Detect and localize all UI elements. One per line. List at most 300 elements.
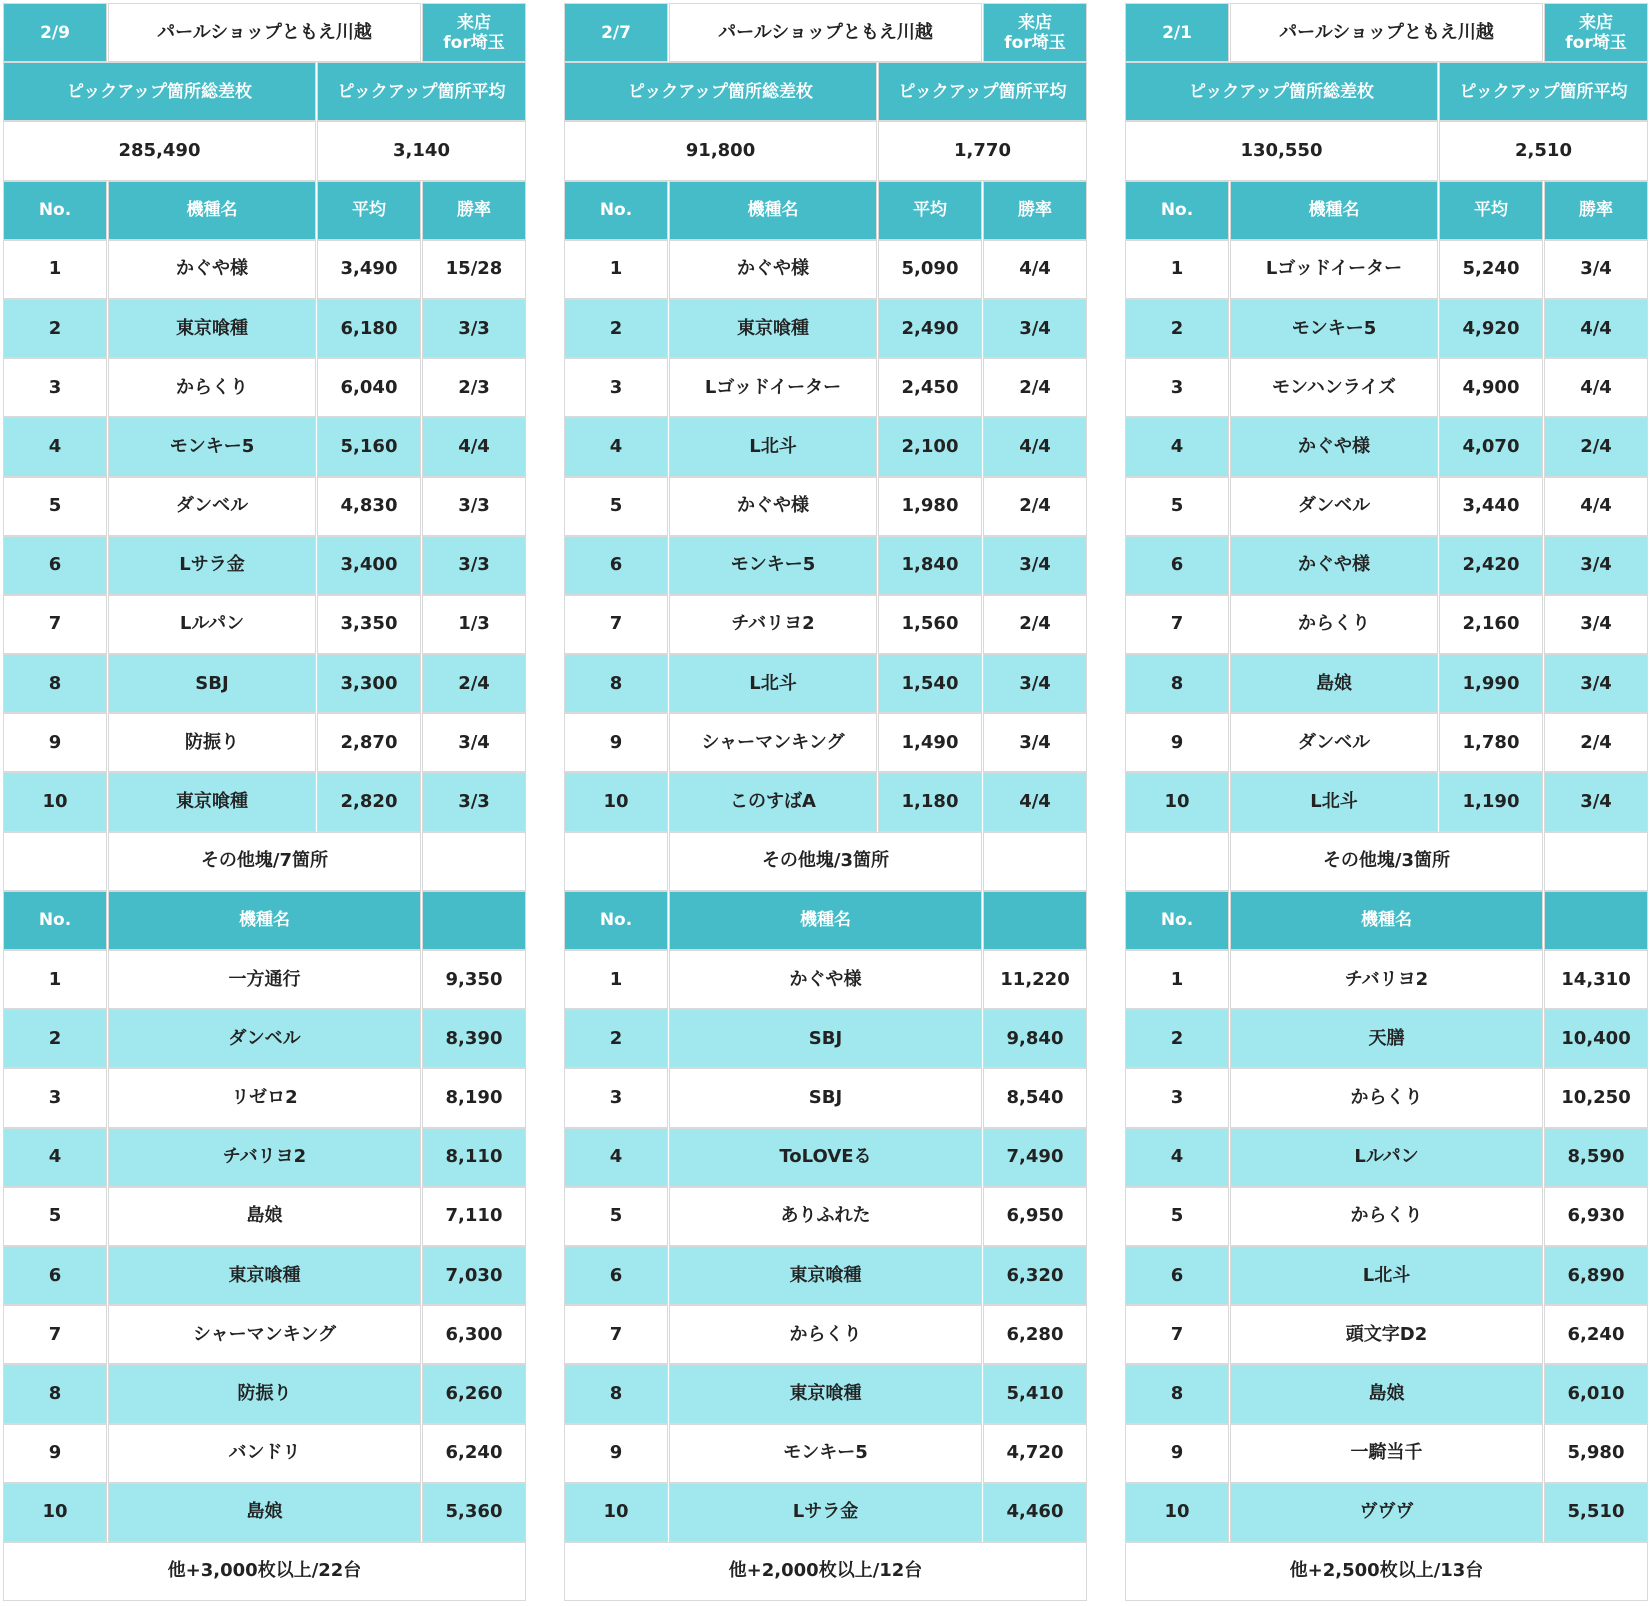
diff-cell: 8,190 xyxy=(422,1068,526,1127)
model-cell: シャーマンキング xyxy=(108,1305,421,1364)
col-diff-header xyxy=(1544,891,1648,950)
model-cell: からくり xyxy=(1230,595,1438,654)
model-cell: 天膳 xyxy=(1230,1009,1543,1068)
model-cell: 防振り xyxy=(108,713,316,772)
model-cell: 東京喰種 xyxy=(669,1246,982,1305)
panel-header xyxy=(3,3,526,62)
top-table-row xyxy=(1125,240,1648,299)
winrate-cell: 4/4 xyxy=(1544,299,1648,358)
rank-cell: 6 xyxy=(3,536,107,595)
bottom-table-row xyxy=(3,1128,526,1187)
bottom-table-row xyxy=(564,1009,1087,1068)
summary-values xyxy=(564,121,1087,180)
col-model-header: 機種名 xyxy=(108,181,316,240)
bottom-table-row xyxy=(1125,950,1648,1009)
model-cell: かぐや様 xyxy=(669,950,982,1009)
winrate-cell: 3/3 xyxy=(422,477,526,536)
rank-cell: 7 xyxy=(1125,595,1229,654)
model-cell: モンキー5 xyxy=(1230,299,1438,358)
bottom-table-row xyxy=(1125,1187,1648,1246)
winrate-cell: 3/4 xyxy=(983,299,1087,358)
average-cell: 6,040 xyxy=(317,358,421,417)
rank-cell: 2 xyxy=(3,1009,107,1068)
top-table-row xyxy=(3,240,526,299)
average-cell: 5,090 xyxy=(878,240,982,299)
bottom-table-header xyxy=(564,891,1087,950)
winrate-cell: 4/4 xyxy=(983,417,1087,476)
top-table-row xyxy=(3,713,526,772)
average-cell: 2,490 xyxy=(878,299,982,358)
rank-cell: 4 xyxy=(1125,1128,1229,1187)
diff-cell: 6,240 xyxy=(422,1424,526,1483)
summary-label-average: ピックアップ箇所平均 xyxy=(878,62,1087,121)
blank-cell xyxy=(564,832,668,891)
bottom-table-row xyxy=(3,1305,526,1364)
top-table-row xyxy=(3,358,526,417)
top-table-row xyxy=(3,772,526,831)
col-no-header: No. xyxy=(1125,891,1229,950)
average-cell: 4,070 xyxy=(1439,417,1543,476)
average-cell: 1,490 xyxy=(878,713,982,772)
average-cell: 3,400 xyxy=(317,536,421,595)
rank-cell: 9 xyxy=(564,713,668,772)
rank-cell: 7 xyxy=(564,595,668,654)
model-cell: シャーマンキング xyxy=(669,713,877,772)
blank-cell xyxy=(1544,832,1648,891)
rank-cell: 2 xyxy=(1125,299,1229,358)
rank-cell: 8 xyxy=(1125,654,1229,713)
col-no-header: No. xyxy=(3,891,107,950)
model-cell: 東京喰種 xyxy=(669,1364,982,1423)
average-cell: 1,540 xyxy=(878,654,982,713)
bottom-table-row xyxy=(564,950,1087,1009)
rank-cell: 9 xyxy=(3,713,107,772)
top-table-row xyxy=(564,713,1087,772)
bottom-table-row xyxy=(3,1187,526,1246)
diff-cell: 5,510 xyxy=(1544,1483,1648,1542)
model-cell: からくり xyxy=(1230,1068,1543,1127)
top-table-row xyxy=(564,417,1087,476)
model-cell: からくり xyxy=(108,358,316,417)
model-cell: バンドリ xyxy=(108,1424,421,1483)
diff-cell: 5,410 xyxy=(983,1364,1087,1423)
winrate-cell: 3/4 xyxy=(1544,536,1648,595)
summary-average: 3,140 xyxy=(317,121,526,180)
model-cell: 島娘 xyxy=(108,1483,421,1542)
date-label: 2/9 xyxy=(3,3,107,62)
bottom-table-row xyxy=(1125,1009,1648,1068)
model-cell: モンハンライズ xyxy=(1230,358,1438,417)
model-cell: SBJ xyxy=(108,654,316,713)
rank-cell: 7 xyxy=(3,1305,107,1364)
winrate-cell: 3/4 xyxy=(422,713,526,772)
winrate-cell: 4/4 xyxy=(983,240,1087,299)
col-no-header: No. xyxy=(564,891,668,950)
col-diff-header xyxy=(422,891,526,950)
summary-label-average: ピックアップ箇所平均 xyxy=(1439,62,1648,121)
summary-header xyxy=(1125,62,1648,121)
bottom-table-row xyxy=(3,1424,526,1483)
model-cell: Lルパン xyxy=(108,595,316,654)
model-cell: Lサラ金 xyxy=(108,536,316,595)
top-table-header xyxy=(3,181,526,240)
model-cell: かぐや様 xyxy=(669,477,877,536)
panel-header xyxy=(564,3,1087,62)
winrate-cell: 4/4 xyxy=(1544,358,1648,417)
average-cell: 3,440 xyxy=(1439,477,1543,536)
bottom-table-row xyxy=(1125,1364,1648,1423)
diff-cell: 6,930 xyxy=(1544,1187,1648,1246)
col-model-header: 機種名 xyxy=(1230,891,1543,950)
model-cell: ダンベル xyxy=(1230,477,1438,536)
rank-cell: 2 xyxy=(1125,1009,1229,1068)
col-model-header: 機種名 xyxy=(1230,181,1438,240)
winrate-cell: 3/3 xyxy=(422,299,526,358)
bottom-table-row xyxy=(1125,1483,1648,1542)
col-no-header: No. xyxy=(3,181,107,240)
bottom-table-row xyxy=(1125,1068,1648,1127)
model-cell: SBJ xyxy=(669,1009,982,1068)
rank-cell: 3 xyxy=(564,1068,668,1127)
rank-cell: 8 xyxy=(3,654,107,713)
winrate-cell: 2/4 xyxy=(983,595,1087,654)
model-cell: 島娘 xyxy=(108,1187,421,1246)
rank-cell: 1 xyxy=(1125,950,1229,1009)
top-table-row xyxy=(564,358,1087,417)
col-average-header: 平均 xyxy=(1439,181,1543,240)
top-table-row xyxy=(564,772,1087,831)
average-cell: 2,820 xyxy=(317,772,421,831)
winrate-cell: 3/4 xyxy=(983,713,1087,772)
model-cell: ダンベル xyxy=(108,477,316,536)
col-winrate-header: 勝率 xyxy=(983,181,1087,240)
model-cell: からくり xyxy=(1230,1187,1543,1246)
bottom-table-header xyxy=(3,891,526,950)
report-panel xyxy=(564,3,1087,1601)
top-table-row xyxy=(3,654,526,713)
winrate-cell: 3/4 xyxy=(1544,654,1648,713)
summary-label-total: ピックアップ箇所総差枚 xyxy=(1125,62,1438,121)
bottom-table-row xyxy=(1125,1246,1648,1305)
top-table-row xyxy=(3,299,526,358)
top-table-row xyxy=(1125,595,1648,654)
model-cell: ヴヴヴ xyxy=(1230,1483,1543,1542)
col-average-header: 平均 xyxy=(317,181,421,240)
diff-cell: 6,300 xyxy=(422,1305,526,1364)
rank-cell: 10 xyxy=(1125,772,1229,831)
rank-cell: 1 xyxy=(1125,240,1229,299)
model-cell: SBJ xyxy=(669,1068,982,1127)
footer-row xyxy=(3,1542,526,1601)
summary-average: 2,510 xyxy=(1439,121,1648,180)
bottom-table-row xyxy=(564,1187,1087,1246)
date-label: 2/1 xyxy=(1125,3,1229,62)
summary-total: 285,490 xyxy=(3,121,316,180)
top-table-row xyxy=(564,240,1087,299)
rank-cell: 9 xyxy=(1125,1424,1229,1483)
diff-cell: 8,590 xyxy=(1544,1128,1648,1187)
model-cell: チバリヨ2 xyxy=(108,1128,421,1187)
other-blocks-label: その他塊/3箇所 xyxy=(1230,832,1543,891)
rank-cell: 8 xyxy=(3,1364,107,1423)
average-cell: 5,160 xyxy=(317,417,421,476)
top-table-row xyxy=(3,477,526,536)
bottom-table-row xyxy=(3,1068,526,1127)
rank-cell: 8 xyxy=(1125,1364,1229,1423)
bottom-table-row xyxy=(564,1128,1087,1187)
diff-cell: 9,350 xyxy=(422,950,526,1009)
top-table-row xyxy=(1125,477,1648,536)
visit-tag: 来店 for埼玉 xyxy=(422,3,526,62)
top-table-header xyxy=(564,181,1087,240)
other-blocks-row xyxy=(1125,832,1648,891)
panel-header xyxy=(1125,3,1648,62)
rank-cell: 10 xyxy=(3,772,107,831)
diff-cell: 6,320 xyxy=(983,1246,1087,1305)
model-cell: Lゴッドイーター xyxy=(669,358,877,417)
rank-cell: 9 xyxy=(564,1424,668,1483)
bottom-table-row xyxy=(3,1483,526,1542)
col-model-header: 機種名 xyxy=(669,891,982,950)
rank-cell: 10 xyxy=(3,1483,107,1542)
model-cell: リゼロ2 xyxy=(108,1068,421,1127)
diff-cell: 7,110 xyxy=(422,1187,526,1246)
col-no-header: No. xyxy=(564,181,668,240)
rank-cell: 7 xyxy=(1125,1305,1229,1364)
winrate-cell: 2/4 xyxy=(422,654,526,713)
model-cell: L北斗 xyxy=(669,417,877,476)
store-name: パールショップともえ川越 xyxy=(108,3,421,62)
bottom-table-row xyxy=(564,1068,1087,1127)
report-panel xyxy=(3,3,526,1601)
top-table-row xyxy=(564,536,1087,595)
rank-cell: 9 xyxy=(1125,713,1229,772)
rank-cell: 4 xyxy=(1125,417,1229,476)
model-cell: モンキー5 xyxy=(669,536,877,595)
model-cell: ToLOVEる xyxy=(669,1128,982,1187)
winrate-cell: 3/4 xyxy=(1544,772,1648,831)
diff-cell: 5,360 xyxy=(422,1483,526,1542)
average-cell: 1,990 xyxy=(1439,654,1543,713)
summary-label-total: ピックアップ箇所総差枚 xyxy=(3,62,316,121)
blank-cell xyxy=(422,832,526,891)
blank-cell xyxy=(983,832,1087,891)
rank-cell: 2 xyxy=(3,299,107,358)
rank-cell: 3 xyxy=(3,358,107,417)
rank-cell: 6 xyxy=(1125,1246,1229,1305)
winrate-cell: 3/3 xyxy=(422,536,526,595)
diff-cell: 4,460 xyxy=(983,1483,1087,1542)
average-cell: 4,830 xyxy=(317,477,421,536)
top-table-row xyxy=(1125,536,1648,595)
rank-cell: 3 xyxy=(3,1068,107,1127)
average-cell: 4,920 xyxy=(1439,299,1543,358)
top-table-row xyxy=(564,654,1087,713)
average-cell: 3,350 xyxy=(317,595,421,654)
average-cell: 1,190 xyxy=(1439,772,1543,831)
average-cell: 2,870 xyxy=(317,713,421,772)
bottom-table-row xyxy=(564,1305,1087,1364)
summary-total: 91,800 xyxy=(564,121,877,180)
date-label: 2/7 xyxy=(564,3,668,62)
model-cell: L北斗 xyxy=(1230,1246,1543,1305)
other-blocks-row xyxy=(3,832,526,891)
report-panel xyxy=(1125,3,1648,1601)
model-cell: Lサラ金 xyxy=(669,1483,982,1542)
model-cell: かぐや様 xyxy=(1230,536,1438,595)
average-cell: 1,180 xyxy=(878,772,982,831)
diff-cell: 6,890 xyxy=(1544,1246,1648,1305)
top-table-header xyxy=(1125,181,1648,240)
average-cell: 1,780 xyxy=(1439,713,1543,772)
model-cell: L北斗 xyxy=(1230,772,1438,831)
rank-cell: 7 xyxy=(3,595,107,654)
diff-cell: 14,310 xyxy=(1544,950,1648,1009)
bottom-table-row xyxy=(564,1364,1087,1423)
rank-cell: 8 xyxy=(564,1364,668,1423)
average-cell: 1,560 xyxy=(878,595,982,654)
store-name: パールショップともえ川越 xyxy=(1230,3,1543,62)
top-table-row xyxy=(3,536,526,595)
winrate-cell: 4/4 xyxy=(1544,477,1648,536)
average-cell: 4,900 xyxy=(1439,358,1543,417)
model-cell: チバリヨ2 xyxy=(1230,950,1543,1009)
rank-cell: 4 xyxy=(564,1128,668,1187)
diff-cell: 11,220 xyxy=(983,950,1087,1009)
winrate-cell: 4/4 xyxy=(422,417,526,476)
bottom-table-row xyxy=(3,950,526,1009)
rank-cell: 7 xyxy=(564,1305,668,1364)
model-cell: 一騎当千 xyxy=(1230,1424,1543,1483)
winrate-cell: 2/3 xyxy=(422,358,526,417)
bottom-table-row xyxy=(564,1483,1087,1542)
model-cell: Lルパン xyxy=(1230,1128,1543,1187)
summary-average: 1,770 xyxy=(878,121,1087,180)
diff-cell: 7,030 xyxy=(422,1246,526,1305)
model-cell: 島娘 xyxy=(1230,1364,1543,1423)
model-cell: ありふれた xyxy=(669,1187,982,1246)
bottom-table-row xyxy=(564,1246,1087,1305)
rank-cell: 6 xyxy=(3,1246,107,1305)
footer-note: 他+2,500枚以上/13台 xyxy=(1125,1542,1648,1601)
winrate-cell: 2/4 xyxy=(1544,713,1648,772)
rank-cell: 5 xyxy=(3,477,107,536)
average-cell: 5,240 xyxy=(1439,240,1543,299)
model-cell: モンキー5 xyxy=(108,417,316,476)
average-cell: 2,450 xyxy=(878,358,982,417)
diff-cell: 6,950 xyxy=(983,1187,1087,1246)
summary-values xyxy=(3,121,526,180)
model-cell: 島娘 xyxy=(1230,654,1438,713)
rank-cell: 9 xyxy=(3,1424,107,1483)
rank-cell: 4 xyxy=(564,417,668,476)
col-diff-header xyxy=(983,891,1087,950)
rank-cell: 5 xyxy=(564,1187,668,1246)
rank-cell: 3 xyxy=(1125,1068,1229,1127)
rank-cell: 4 xyxy=(3,1128,107,1187)
model-cell: Lゴッドイーター xyxy=(1230,240,1438,299)
model-cell: 一方通行 xyxy=(108,950,421,1009)
top-table-row xyxy=(564,477,1087,536)
average-cell: 2,100 xyxy=(878,417,982,476)
diff-cell: 6,240 xyxy=(1544,1305,1648,1364)
top-table-row xyxy=(1125,358,1648,417)
top-table-row xyxy=(1125,417,1648,476)
other-blocks-label: その他塊/3箇所 xyxy=(669,832,982,891)
footer-row xyxy=(1125,1542,1648,1601)
col-no-header: No. xyxy=(1125,181,1229,240)
model-cell: 東京喰種 xyxy=(108,299,316,358)
visit-tag: 来店 for埼玉 xyxy=(983,3,1087,62)
summary-values xyxy=(1125,121,1648,180)
bottom-table-row xyxy=(3,1246,526,1305)
model-cell: からくり xyxy=(669,1305,982,1364)
model-cell: 東京喰種 xyxy=(669,299,877,358)
rank-cell: 5 xyxy=(564,477,668,536)
winrate-cell: 3/3 xyxy=(422,772,526,831)
diff-cell: 5,980 xyxy=(1544,1424,1648,1483)
average-cell: 1,980 xyxy=(878,477,982,536)
col-winrate-header: 勝率 xyxy=(1544,181,1648,240)
blank-cell xyxy=(1125,832,1229,891)
average-cell: 6,180 xyxy=(317,299,421,358)
winrate-cell: 2/4 xyxy=(983,477,1087,536)
col-model-header: 機種名 xyxy=(669,181,877,240)
model-cell: 防振り xyxy=(108,1364,421,1423)
model-cell: ダンベル xyxy=(1230,713,1438,772)
model-cell: モンキー5 xyxy=(669,1424,982,1483)
winrate-cell: 2/4 xyxy=(983,358,1087,417)
bottom-table-row xyxy=(564,1424,1087,1483)
top-table-row xyxy=(3,417,526,476)
rank-cell: 1 xyxy=(564,950,668,1009)
top-table-row xyxy=(1125,772,1648,831)
winrate-cell: 3/4 xyxy=(983,536,1087,595)
rank-cell: 5 xyxy=(3,1187,107,1246)
diff-cell: 8,110 xyxy=(422,1128,526,1187)
bottom-table-row xyxy=(3,1009,526,1068)
model-cell: チバリヨ2 xyxy=(669,595,877,654)
diff-cell: 6,010 xyxy=(1544,1364,1648,1423)
summary-header xyxy=(3,62,526,121)
average-cell: 3,490 xyxy=(317,240,421,299)
model-cell: 頭文字D2 xyxy=(1230,1305,1543,1364)
rank-cell: 3 xyxy=(1125,358,1229,417)
top-table-row xyxy=(564,299,1087,358)
summary-label-total: ピックアップ箇所総差枚 xyxy=(564,62,877,121)
winrate-cell: 3/4 xyxy=(983,654,1087,713)
average-cell: 1,840 xyxy=(878,536,982,595)
rank-cell: 6 xyxy=(1125,536,1229,595)
top-table-row xyxy=(3,595,526,654)
winrate-cell: 4/4 xyxy=(983,772,1087,831)
rank-cell: 1 xyxy=(3,950,107,1009)
blank-cell xyxy=(3,832,107,891)
summary-label-average: ピックアップ箇所平均 xyxy=(317,62,526,121)
model-cell: かぐや様 xyxy=(669,240,877,299)
average-cell: 3,300 xyxy=(317,654,421,713)
rank-cell: 4 xyxy=(3,417,107,476)
summary-header xyxy=(564,62,1087,121)
footer-row xyxy=(564,1542,1087,1601)
diff-cell: 9,840 xyxy=(983,1009,1087,1068)
top-table-row xyxy=(1125,654,1648,713)
rank-cell: 8 xyxy=(564,654,668,713)
diff-cell: 6,280 xyxy=(983,1305,1087,1364)
diff-cell: 10,400 xyxy=(1544,1009,1648,1068)
top-table-row xyxy=(1125,299,1648,358)
model-cell: かぐや様 xyxy=(108,240,316,299)
